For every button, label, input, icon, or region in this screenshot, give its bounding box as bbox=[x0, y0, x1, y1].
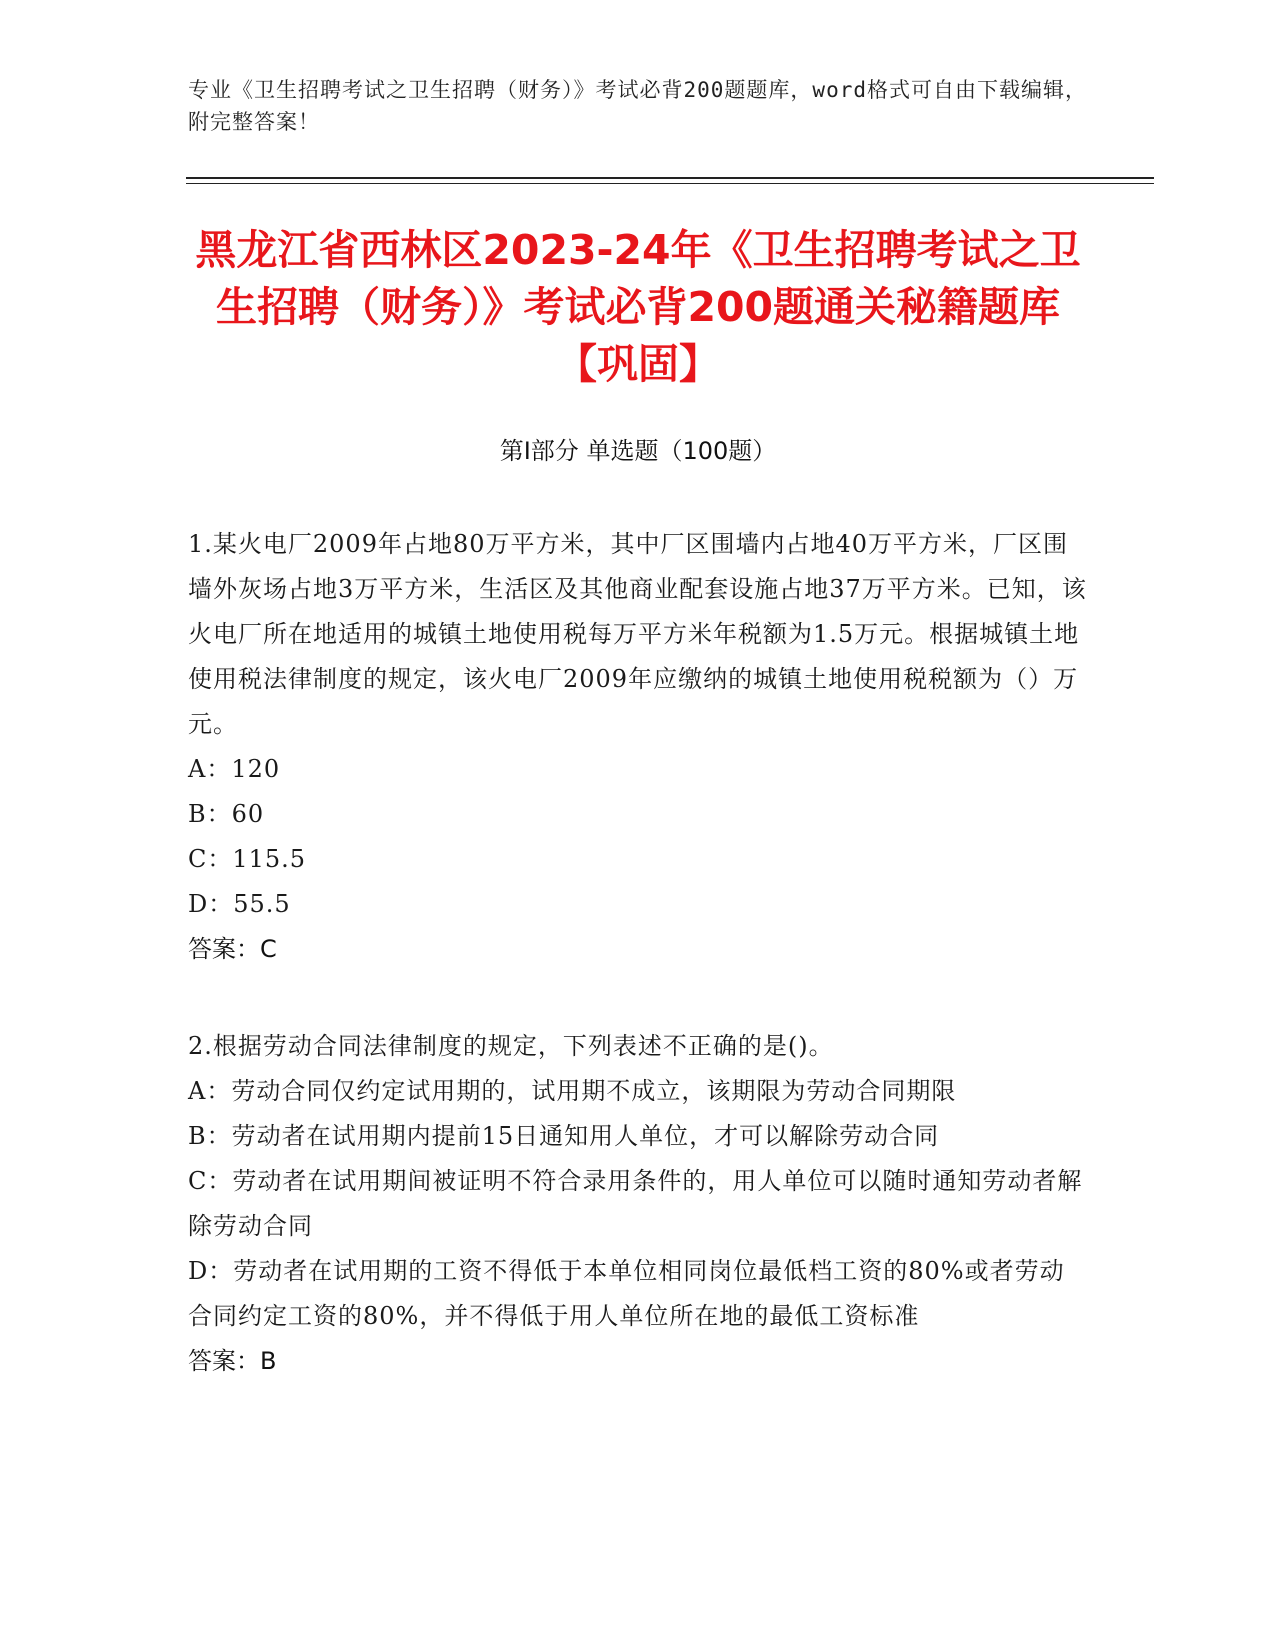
header-divider-thick bbox=[186, 177, 1154, 179]
document-title: 黑龙江省西林区2023-24年《卫生招聘考试之卫生招聘（财务）》考试必背200题通关秘籍题库【巩固】 bbox=[195, 226, 1081, 388]
question-stem: 1.某火电厂2009年占地80万平方米，其中厂区围墙内占地40万平方米，厂区围墙外灰场占地3万平方米，生活区及其他商业配套设施占地37万平方米。已知，该火电厂所在地适用的城镇土地使用税每万平方米年税额为1.5万元。根据城镇土地使用税法律制度的规定，该火电厂2009年应缴纳的城镇土地使用税税额为（）万元。 bbox=[188, 530, 1087, 738]
question-stem: 2.根据劳动合同法律制度的规定，下列表述不正确的是()。 bbox=[188, 1032, 834, 1060]
option-b: B：劳动者在试用期内提前15日通知用人单位，才可以解除劳动合同 bbox=[188, 1122, 940, 1150]
option-d: D：劳动者在试用期的工资不得低于本单位相同岗位最低档工资的80%或者劳动合同约定工资的80%，并不得低于用人单位所在地的最低工资标准 bbox=[188, 1257, 1065, 1330]
answer-line: 答案：B bbox=[188, 1347, 277, 1375]
header-note: 专业《卫生招聘考试之卫生招聘（财务）》考试必背200题题库，word格式可自由下载编辑，附完整答案！ bbox=[188, 78, 1087, 134]
option-c: C：劳动者在试用期间被证明不符合录用条件的，用人单位可以随时通知劳动者解除劳动合同 bbox=[188, 1167, 1083, 1240]
header-divider-thin bbox=[186, 183, 1154, 184]
question-1 bbox=[188, 522, 1088, 972]
question-2 bbox=[188, 1024, 1088, 1384]
option-a: A：120 bbox=[188, 755, 281, 783]
option-d: D：55.5 bbox=[188, 890, 291, 918]
section-heading: 第I部分 单选题（100题） bbox=[499, 437, 777, 465]
option-a: A：劳动合同仅约定试用期的，试用期不成立，该期限为劳动合同期限 bbox=[188, 1077, 957, 1105]
option-c: C：115.5 bbox=[188, 845, 307, 873]
option-b: B：60 bbox=[188, 800, 265, 828]
answer-line: 答案：C bbox=[188, 935, 277, 963]
